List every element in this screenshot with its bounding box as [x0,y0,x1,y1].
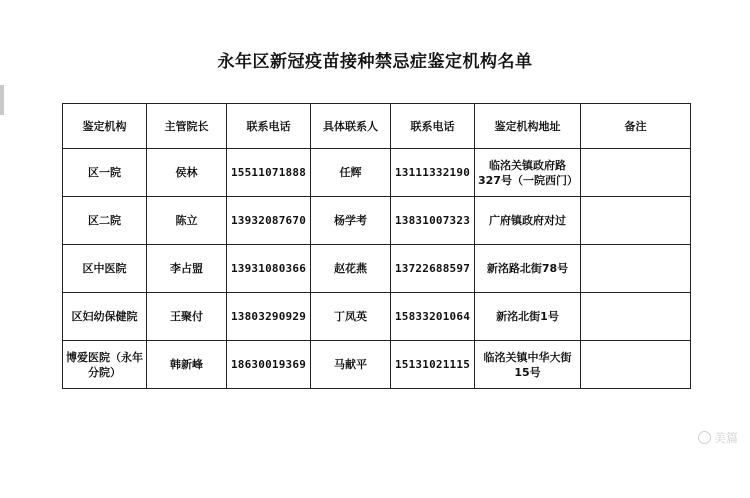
document-title: 永年区新冠疫苗接种禁忌症鉴定机构名单 [217,52,533,72]
cell-contact-phone: 15833201064 [391,293,475,341]
cell-remarks [581,341,691,389]
header-director: 主管院长 [147,104,227,149]
page-edge-shadow [0,85,4,115]
cell-contact-person: 马献平 [311,341,391,389]
cell-remarks [581,197,691,245]
cell-contact-person: 杨学考 [311,197,391,245]
table-row [63,341,691,389]
watermark [698,429,738,446]
header-institution: 鉴定机构 [63,104,147,149]
cell-institution: 区二院 [63,197,147,245]
cell-contact-phone: 13831007323 [391,197,475,245]
cell-director: 李占盟 [147,245,227,293]
cell-director: 韩新峰 [147,341,227,389]
cell-institution: 博爱医院（永年分院） [63,341,147,389]
cell-contact-person: 任辉 [311,149,391,197]
cell-director-phone: 13931080366 [227,245,311,293]
institution-table [62,103,691,389]
cell-contact-phone: 13722688597 [391,245,475,293]
table-row [63,197,691,245]
table-row [63,293,691,341]
table-header-row [63,104,691,149]
table-row [63,149,691,197]
cell-institution: 区妇幼保健院 [63,293,147,341]
watermark-text: 美篇 [713,431,738,445]
header-address: 鉴定机构地址 [475,104,581,149]
cell-address: 新洺北街1号 [475,293,581,341]
cell-director: 王聚付 [147,293,227,341]
cell-institution: 区中医院 [63,245,147,293]
cell-director: 侯林 [147,149,227,197]
header-contact-person: 具体联系人 [311,104,391,149]
cell-institution: 区一院 [63,149,147,197]
meipian-logo-icon [698,431,711,444]
cell-remarks [581,149,691,197]
cell-address: 新洺路北街78号 [475,245,581,293]
cell-director: 陈立 [147,197,227,245]
cell-remarks [581,245,691,293]
cell-contact-person: 赵花燕 [311,245,391,293]
cell-remarks [581,293,691,341]
cell-director-phone: 15511071888 [227,149,311,197]
cell-contact-phone: 15131021115 [391,341,475,389]
header-remarks: 备注 [581,104,691,149]
header-director-phone: 联系电话 [227,104,311,149]
cell-address: 临洺关镇政府路327号（一院西门） [475,149,581,197]
cell-address: 广府镇政府对过 [475,197,581,245]
cell-director-phone: 18630019369 [227,341,311,389]
header-contact-phone: 联系电话 [391,104,475,149]
cell-director-phone: 13932087670 [227,197,311,245]
cell-director-phone: 13803290929 [227,293,311,341]
cell-contact-phone: 13111332190 [391,149,475,197]
cell-address: 临洺关镇中华大街15号 [475,341,581,389]
table-row [63,245,691,293]
cell-contact-person: 丁凤英 [311,293,391,341]
